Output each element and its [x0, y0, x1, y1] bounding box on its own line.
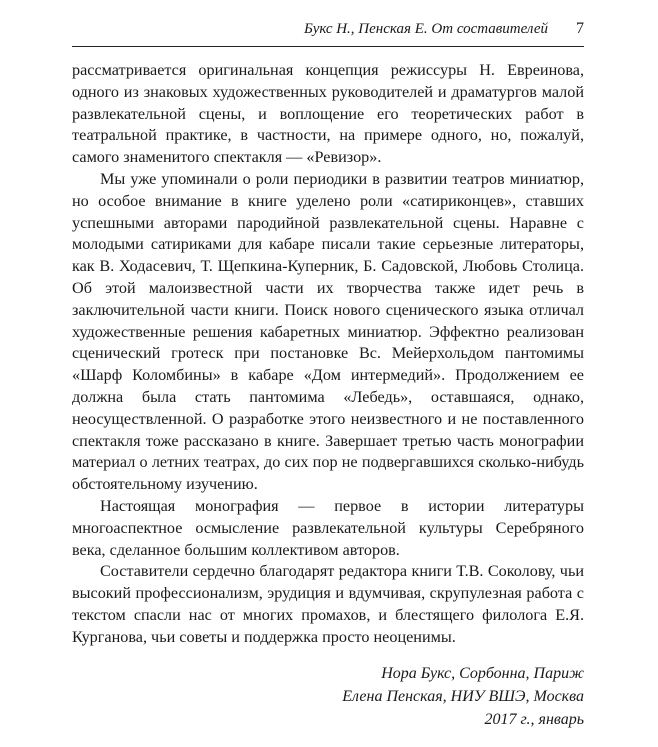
running-header — [72, 20, 584, 46]
paragraph-continuation: рассматривается оригинальная концепция режиссуры Н. Евреинова, одного из знаковых художественных руководителей и драматургов малой развлекательной сцены, и воплощение его теоретических работ в театральной практике, в частности, на примере одного, но, пожалуй, самого знаменитого спектакля — «Ревизор». — [72, 61, 584, 167]
signature-date: 2017 г., январь — [484, 711, 584, 728]
signature-line-bux: Нора Букс, Сорбонна, Париж — [381, 665, 584, 682]
paragraph: Составители сердечно благодарят редактора книги Т.В. Соколову, чьи высокий профессионализм, эрудиция и вдумчивая, скрупулезная работа с текстом спасли нас от многих промахов, и блестящего филолога Е.Я. Курганова, чьи советы и поддержка просто неоценимы. — [72, 562, 584, 646]
body-text — [72, 60, 584, 649]
signature-line-penskaya: Елена Пенская, НИУ ВШЭ, Москва — [342, 688, 584, 705]
page-number: 7 — [576, 20, 584, 37]
header-rule — [72, 46, 584, 47]
paragraph: Настоящая монография — первое в истории литературы многоаспектное осмысление развлекательной культуры Серебряного века, сделанное большим коллективом авторов. — [72, 496, 584, 559]
paragraph: Мы уже упоминали о роли периодики в развитии театров миниатюр, но особое внимание в книге уделено роли «сатириконцев», ставших успешными авторами пародийной развлекательной сцены. Наравне с молодыми сатириками для кабаре писали такие серьезные литераторы, как В. Ходасевич, Т. Щепкина-Куперник, Б. Садовской, Любовь Столица. Об этой малоизвестной части их творчества также идет речь в заключительной части книги. Поиск нового сценического языка отличал художественные решения кабаретных миниатюр. Эффектно реализован сценический гротеск при постановке Вс. Мейерхольдом пантомимы «Шарф Коломбины» в кабаре «Дом интермедий». Продолжением ее должна была стать пантомима «Лебедь», оставшаяся, однако, неосуществленной. О разработке этого неизвестного и не поставленного спектакля тоже рассказано в книге. Завершает третью часть монографии материал о летних театрах, до сих пор не подвергавшихся сколько-нибудь обстоятельному изучению. — [72, 169, 584, 494]
signature-block — [342, 662, 584, 731]
running-header-title: Букс Н., Пенская Е. От составителей — [304, 21, 548, 37]
